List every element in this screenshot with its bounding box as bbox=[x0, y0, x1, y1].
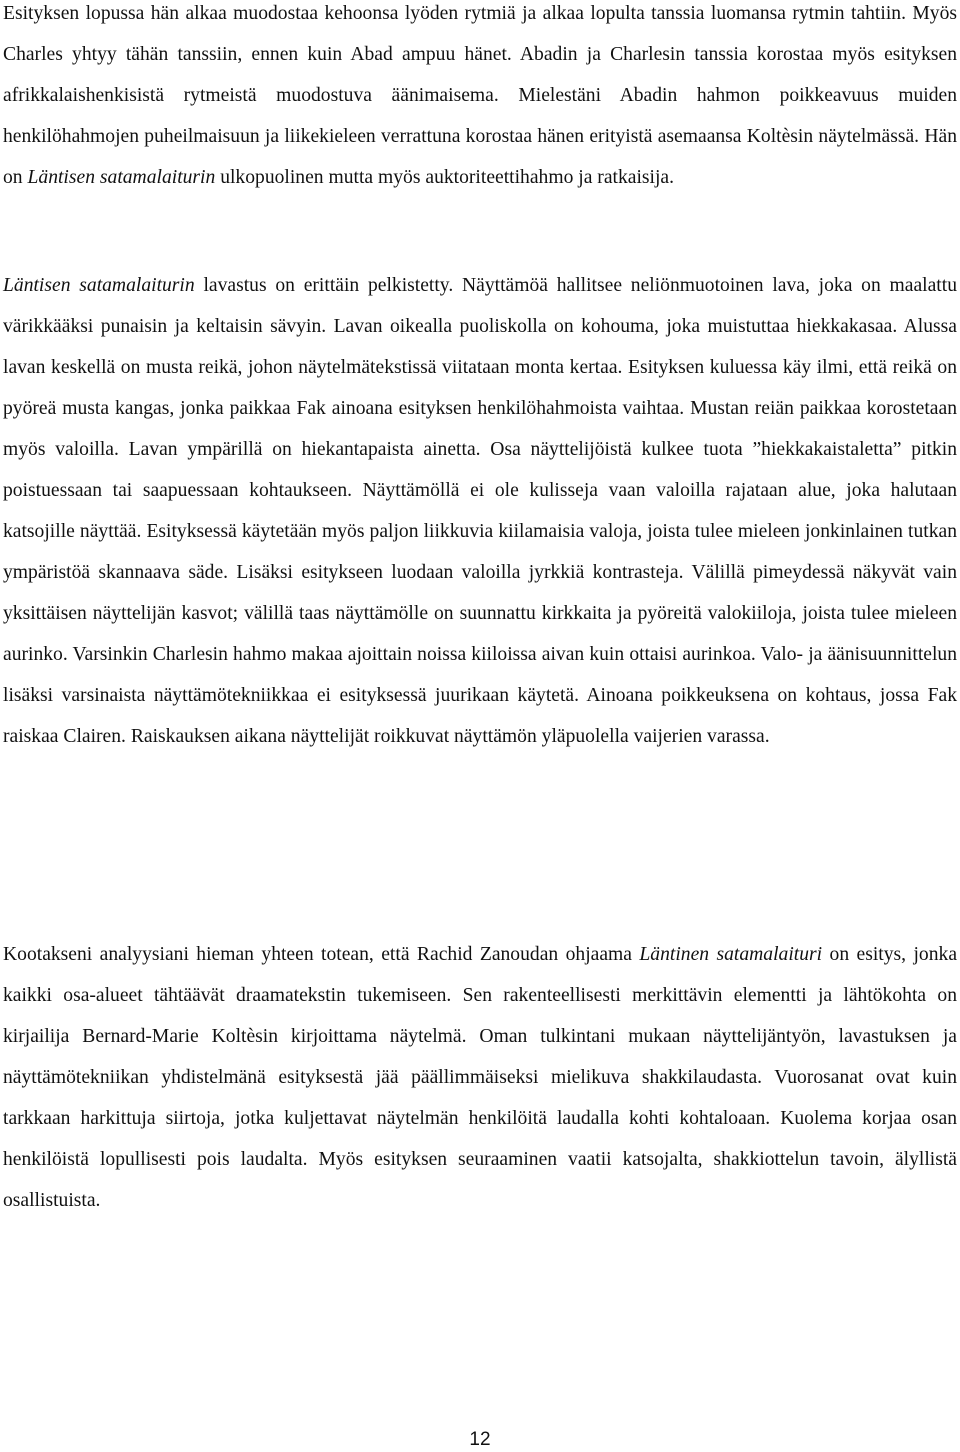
paragraph-text: lavastus on erittäin pelkistetty. Näyttämöä hallitsee neliönmuotoinen lava, joka on maalattu värikkääksi punaisin ja keltaisin sävyin. Lavan oikealla puoliskolla on kohouma, joka muistuttaa hiekkakasaa. Alussa lavan keskellä on musta reikä, johon näytelmätekstissä viitataan monta kertaa. Esityksen kuluessa käy ilmi, että reikä on pyöreä musta kangas, jonka paikkaa Fak ainoana esityksen henkilöhahmoista vaihtaa. Mustan reiän paikkaa korostetaan myös valoilla. Lavan ympärillä on hiekantapaista ainetta. Osa näyttelijöistä kulkee tuota ”hiekkakaistaletta” pitkin poistuessaan tai saapuessaan kohtaukseen. Näyttämöllä ei ole kulisseja vaan valoilla rajataan alue, joka halutaan katsojille näyttää. Esityksessä käytetään myös paljon liikkuvia kiilamaisia valoja, joista tulee mieleen jonkinlainen tutkan ympäristöä skannaava säde. Lisäksi esitykseen luodaan valoilla jyrkkiä kontrasteja. Välillä pimeydessä näkyvät vain yksittäisen näyttelijän kasvot; välillä taas näyttämölle on suunnattu kirkkaita ja pyöreitä valokiiloja, joista tulee mieleen aurinko. Varsinkin Charlesin hahmo makaa ajoittain noissa kiiloissa aivan kuin ottaisi aurinkoa. Valo- ja äänisuunnittelun lisäksi varsinaista näyttämötekniikkaa ei esityksessä juurikaan käytetä. Ainoana poikkeuksena on kohtaus, jossa Fak raiskaa Clairen. Raiskauksen aikana näyttelijät roikkuvat näyttämön yläpuolella vaijerien varassa. bbox=[3, 275, 957, 747]
work-title-italic: Läntinen satamalaituri bbox=[639, 944, 823, 965]
work-title-italic: Läntisen satamalaiturin bbox=[3, 275, 195, 296]
paragraph-text: ulkopuolinen mutta myös auktoriteettihahmo ja ratkaisija. bbox=[215, 167, 675, 188]
paragraph-text: on esitys, jonka kaikki osa-alueet tähtäävät draamatekstin tukemiseen. Sen rakenteellisesti merkittävin elementti ja lähtökohta on kirjailija Bernard-Marie Koltèsin kirjoittama näytelmä. Oman tulkintani mukaan näyttelijäntyön, lavastuksen ja näyttämötekniikan yhdistelmänä esityksestä jää päällimmäiseksi mielikuva shakkilaudasta. Vuorosanat ovat kuin tarkkaan harkittuja siirtoja, jotka kuljettavat näytelmän henkilöitä laudalla kohti kohtaloaan. Kuolema korjaa osan henkilöistä lopullisesti pois laudalta. Myös esityksen seuraaminen vaatii katsojalta, shakkiottelun tavoin, älyllistä osallistuista. bbox=[3, 944, 958, 1211]
paragraph-text: Esityksen lopussa hän alkaa muodostaa kehoonsa lyöden rytmiä ja alkaa lopulta tanssia luomansa rytmin tahtiin. Myös Charles yhtyy tähän tanssiin, ennen kuin Abad ampuu hänet. Abadin ja Charlesin tanssia korostaa myös esityksen afrikkalaishenkisistä rytmeistä muodostuva äänimaisema. Mielestäni Abadin hahmon poikkeavuus muiden henkilöhahmojen puheilmaisuun ja liikekieleen verrattuna korostaa hänen erityistä asemaansa Koltèsin näytelmässä. Hän on bbox=[3, 3, 957, 188]
paragraph-2 bbox=[3, 265, 957, 757]
work-title-italic: Läntisen satamalaiturin bbox=[27, 167, 216, 188]
paragraph-1 bbox=[3, 0, 957, 198]
paragraph-text: Kootakseni analyysiani hieman yhteen totean, että Rachid Zanoudan ohjaama bbox=[3, 944, 640, 965]
paragraph-3 bbox=[3, 934, 957, 1221]
page-number: 12 bbox=[469, 1429, 491, 1450]
